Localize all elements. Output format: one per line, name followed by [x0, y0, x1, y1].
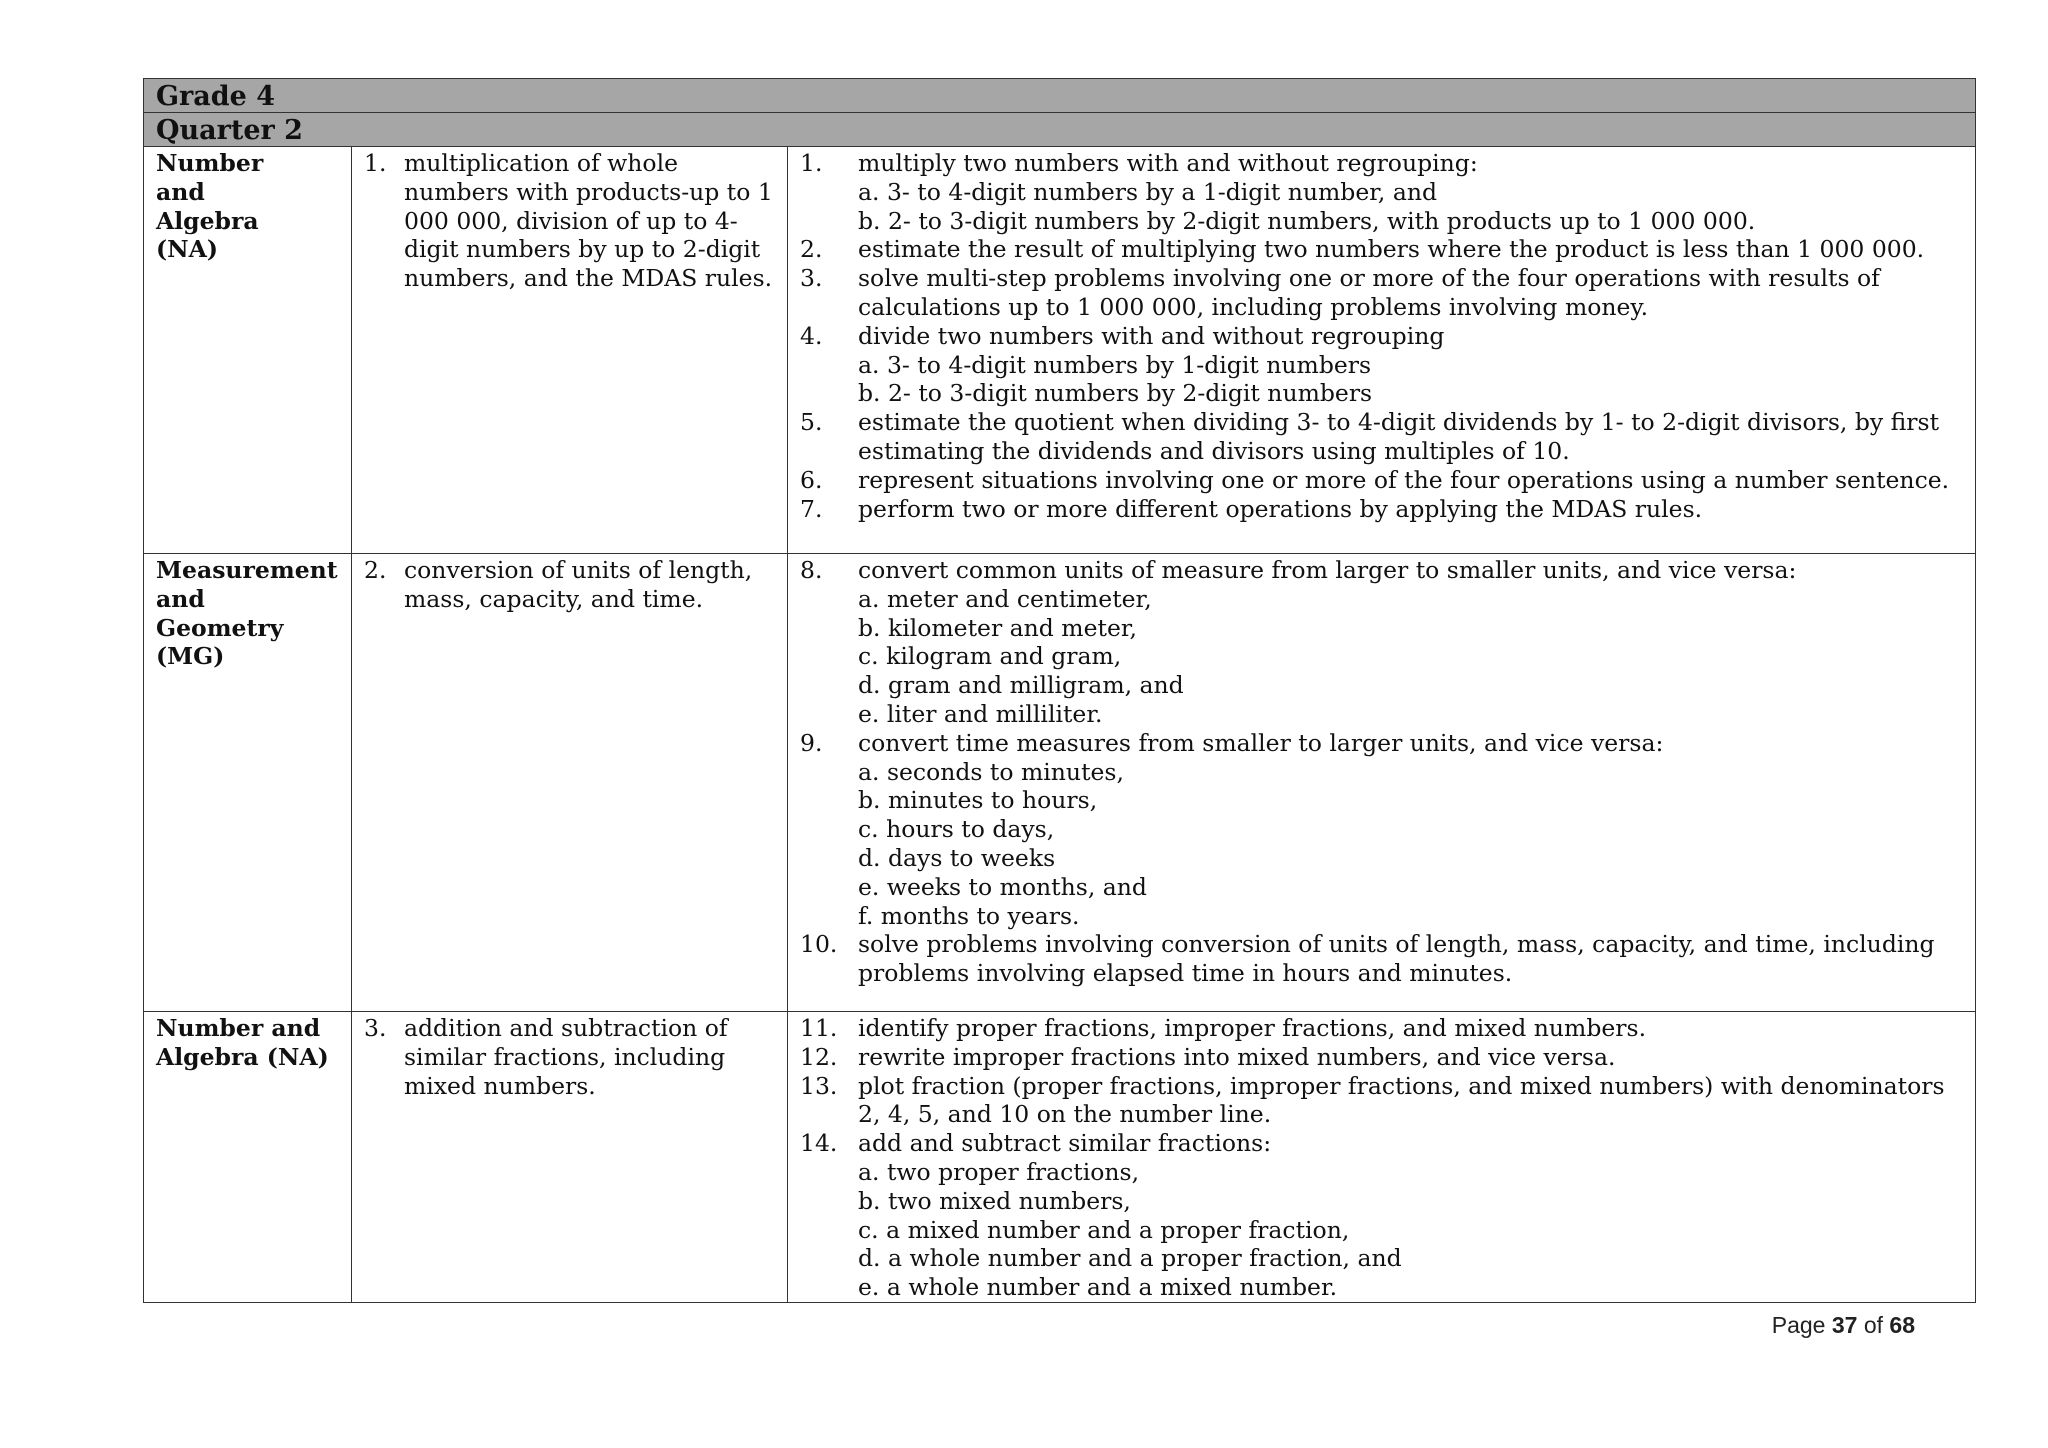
content-row	[144, 1012, 1976, 1303]
content-row	[144, 147, 1976, 554]
competency-subitem: f. months to years.	[858, 901, 1080, 930]
page-of: of	[1863, 1312, 1884, 1338]
competency-body	[858, 322, 1967, 408]
competencies-cell	[788, 554, 1976, 1012]
competency-text: perform two or more different operations by applying the MDAS rules.	[858, 494, 1703, 523]
competency-number: 12.	[800, 1042, 838, 1071]
competency-subitem: b. kilometer and meter,	[858, 613, 1137, 642]
competency-number: 2.	[800, 235, 823, 264]
competency-subitem: a. 3- to 4-digit numbers by a 1-digit number, and	[858, 177, 1438, 206]
domain-cell	[144, 1012, 352, 1303]
competencies-cell	[788, 147, 1976, 554]
content-rows	[144, 147, 1976, 1303]
competency-subitem: a. seconds to minutes,	[858, 757, 1124, 786]
competency-item	[800, 1129, 1967, 1302]
competency-subitem: d. a whole number and a proper fraction, and	[858, 1244, 1402, 1273]
competency-text: estimate the result of multiplying two numbers where the product is less than 1 000 000.	[858, 235, 1925, 264]
domain-label: Number and Algebra (NA)	[156, 149, 264, 264]
competency-body	[858, 149, 1967, 235]
competency-text: convert time measures from smaller to larger units, and vice versa:	[858, 728, 1664, 757]
competency-body	[858, 1014, 1967, 1043]
domain-cell	[144, 554, 352, 1012]
standard-number: 2.	[364, 556, 387, 584]
competency-subitem: b. two mixed numbers,	[858, 1186, 1131, 1215]
competency-number: 11.	[800, 1014, 838, 1042]
competency-body	[858, 466, 1967, 495]
competency-body	[858, 556, 1967, 729]
competency-subitem: a. two proper fractions,	[858, 1157, 1140, 1186]
content-standard	[364, 1014, 779, 1100]
domain-label: Number and Algebra (NA)	[156, 1014, 329, 1071]
competency-text: represent situations involving one or more of the four operations using a number sentence.	[858, 465, 1950, 494]
competency-item	[800, 729, 1967, 931]
competency-subitem: d. gram and milligram, and	[858, 671, 1184, 700]
competency-subitem: c. a mixed number and a proper fraction,	[858, 1215, 1350, 1244]
competency-subitem: c. kilogram and gram,	[858, 642, 1122, 671]
competency-item	[800, 930, 1967, 988]
competency-text: divide two numbers with and without regrouping	[858, 321, 1445, 350]
competency-text: solve problems involving conversion of units of length, mass, capacity, and time, including problems involving elapsed time in hours and minutes.	[858, 930, 1935, 988]
curriculum-table	[143, 78, 1976, 1303]
competency-number: 13.	[800, 1071, 838, 1100]
competency-text: rewrite improper fractions into mixed numbers, and vice versa.	[858, 1042, 1616, 1071]
competency-subitem: a. 3- to 4-digit numbers by 1-digit numbers	[858, 350, 1372, 379]
competency-subitem: c. hours to days,	[858, 815, 1055, 844]
competency-item	[800, 466, 1967, 495]
competency-item	[800, 408, 1967, 466]
competency-number: 1.	[800, 149, 823, 177]
competency-item	[800, 322, 1967, 408]
competency-body	[858, 408, 1967, 466]
competency-text: plot fraction (proper fractions, improper fractions, and mixed numbers) with denominators 2, 4, 5, and 10 on the number line.	[858, 1071, 1945, 1129]
competency-body	[858, 264, 1967, 322]
competency-subitem: e. weeks to months, and	[858, 872, 1147, 901]
competency-body	[858, 1129, 1967, 1302]
standard-number: 3.	[364, 1014, 387, 1042]
competency-number: 14.	[800, 1129, 838, 1158]
competency-item	[800, 149, 1967, 235]
domain-label: Measurement and Geometry (MG)	[156, 556, 338, 671]
page-total: 68	[1889, 1312, 1915, 1338]
competency-number: 6.	[800, 465, 823, 494]
content-standard	[364, 149, 779, 293]
competency-text: add and subtract similar fractions:	[858, 1129, 1272, 1158]
competency-body	[858, 1043, 1967, 1072]
competency-subitem: a. meter and centimeter,	[858, 584, 1152, 613]
competencies-cell	[788, 1012, 1976, 1303]
domain-cell	[144, 147, 352, 554]
content-standard-cell	[352, 1012, 788, 1303]
competency-item	[800, 1014, 1967, 1043]
competency-item	[800, 235, 1967, 264]
standard-text: conversion of units of length, mass, capacity, and time.	[404, 556, 753, 613]
competency-number: 7.	[800, 494, 823, 523]
content-standard-cell	[352, 554, 788, 1012]
competency-item	[800, 1043, 1967, 1072]
competency-subitem: b. minutes to hours,	[858, 786, 1098, 815]
competency-subitem: e. a whole number and a mixed number.	[858, 1273, 1338, 1302]
grade-header-row	[144, 79, 1976, 113]
competency-body	[858, 495, 1967, 524]
content-standard-cell	[352, 147, 788, 554]
competency-body	[858, 1072, 1967, 1130]
competency-text: identify proper fractions, improper fractions, and mixed numbers.	[858, 1014, 1647, 1042]
standard-number: 1.	[364, 149, 387, 177]
competency-body	[858, 235, 1967, 264]
competency-item	[800, 264, 1967, 322]
competency-number: 5.	[800, 408, 823, 437]
competency-subitem: b. 2- to 3-digit numbers by 2-digit numbers	[858, 379, 1373, 408]
competency-text: solve multi-step problems involving one or more of the four operations with results of calculations up to 1 000 000, including problems involving money.	[858, 264, 1880, 321]
competency-item	[800, 495, 1967, 524]
page-number: 37	[1831, 1312, 1858, 1338]
competency-subitem: d. days to weeks	[858, 843, 1056, 872]
competency-number: 10.	[800, 930, 838, 959]
competency-subitem: b. 2- to 3-digit numbers by 2-digit numbers, with products up to 1 000 000.	[858, 206, 1756, 235]
content-standard	[364, 556, 779, 614]
competency-item	[800, 1072, 1967, 1130]
competency-subitem: e. liter and milliliter.	[858, 699, 1103, 728]
competency-text: convert common units of measure from larger to smaller units, and vice versa:	[858, 556, 1797, 584]
page-prefix: Page	[1771, 1312, 1826, 1338]
competency-number: 3.	[800, 264, 823, 293]
competency-number: 9.	[800, 728, 823, 757]
competency-body	[858, 930, 1967, 988]
quarter-header-row	[144, 113, 1976, 147]
competency-item	[800, 556, 1967, 729]
standard-text: multiplication of whole numbers with products-up to 1 000 000, division of up to 4-digit numbers by up to 2-digit numbers, and the MDAS rules.	[404, 149, 773, 293]
content-row	[144, 554, 1976, 1012]
competency-number: 4.	[800, 321, 823, 350]
competency-text: multiply two numbers with and without regrouping:	[858, 149, 1478, 177]
grade-header: Grade 4	[144, 79, 1976, 113]
standard-text: addition and subtraction of similar fractions, including mixed numbers.	[404, 1014, 728, 1100]
quarter-header: Quarter 2	[144, 113, 1976, 147]
competency-text: estimate the quotient when dividing 3- to 4-digit dividends by 1- to 2-digit divisors, by first estimating the dividends and divisors using multiples of 10.	[858, 408, 1940, 465]
competency-number: 8.	[800, 556, 823, 584]
competency-body	[858, 729, 1967, 931]
page-footer	[1772, 1312, 1915, 1339]
